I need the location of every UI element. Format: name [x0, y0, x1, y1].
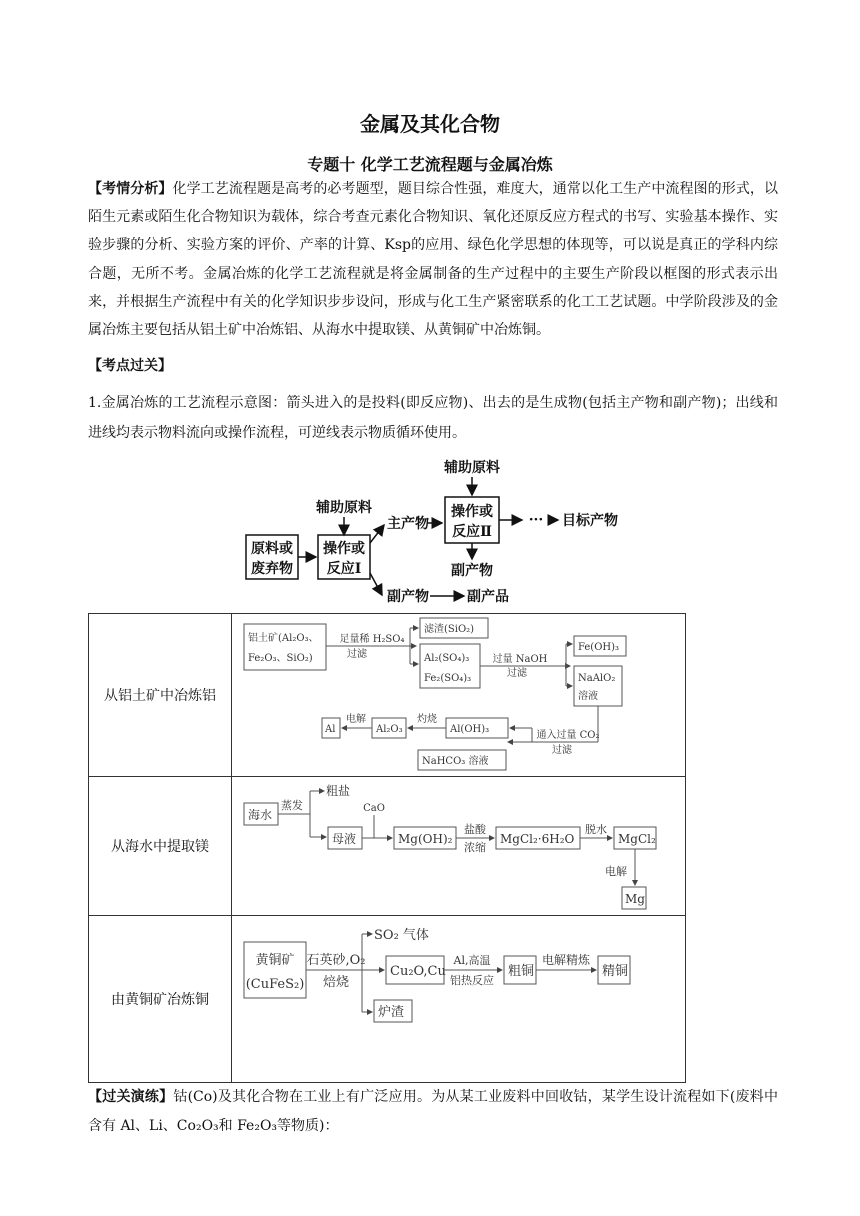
aluminum-flow — [232, 614, 685, 776]
table-row — [89, 916, 685, 1082]
mg-crude-salt: 粗盐 — [326, 784, 351, 798]
practice-paragraph — [88, 1083, 778, 1141]
main-product: 主产物 — [387, 516, 429, 532]
mg-mgcl2-hydrate: MgCl₂·6H₂O — [500, 832, 575, 846]
practice-text: 钴(Co)及其化合物在工业上有广泛应用。为从某工业废料中回收钴，某学生设计流程如下(废料中含有 Al、Li、Co₂O₃和 Fe₂O₃等物质)： — [88, 1089, 778, 1134]
copper-flow — [232, 916, 685, 1082]
point-1-text: 1.金属冶炼的工艺流程示意图：箭头进入的是投料(即反应物)、出去的是生成物(包括主产物和副产物)；出线和进线均表示物料流向或操作流程，可逆线表示物质循环使用。 — [88, 395, 778, 441]
al-nahco3: NaHCO₃ 溶液 — [422, 756, 489, 767]
analysis-text: 化学工艺流程题是高考的必考题型，题目综合性强，难度大，通常以化工生产中流程图的形式，以陌生元素或陌生化合物知识为载体，综合考查元素化合物知识、氧化还原反应方程式的书写、实验基本操作、实验步骤的分析、实验方案的评价、产率的计算、Ksp的应用、绿色化学思想的体现等，可以说是真正的学科内综合题，无所不考。金属冶炼的化学工艺流程就是将金属制备的生产过程中的主要生产阶段以框图的形式表示出来，并根据生产流程中有关的化学知识步步设问，形成与化工生产紧密联系的化工工艺试题。中学阶段涉及的金属冶炼主要包括从铝土矿中冶炼铝、从海水中提取镁、从黄铜矿中冶炼铜。 — [88, 181, 778, 339]
al-step3-op: 过滤 — [552, 745, 572, 756]
al-step2-op: 过滤 — [507, 668, 527, 679]
aux-material-1: 辅助原料 — [316, 500, 372, 516]
al-electrolysis: 电解 — [346, 714, 366, 725]
al-calcine: 灼烧 — [417, 714, 437, 725]
points-heading: 【考点过关】 — [88, 358, 172, 374]
al-naalo2: NaAlO₂ — [578, 673, 616, 684]
mg-mother-liquor: 母液 — [332, 832, 357, 846]
target-product: 目标产物 — [562, 513, 618, 529]
mg-evaporate: 蒸发 — [281, 799, 303, 812]
al-step3-reagent: 通入过量 CO₂ — [536, 730, 600, 741]
aux-material-2: 辅助原料 — [444, 460, 500, 476]
cu-step1-op: 焙烧 — [322, 975, 350, 990]
table-row — [89, 777, 685, 916]
analysis-label: 【考情分析】 — [88, 181, 173, 197]
by-result: 副产品 — [467, 589, 509, 605]
metallurgy-table — [88, 613, 686, 1083]
al-aloh3: Al(OH)₃ — [450, 724, 490, 735]
cu-step3: 电解精炼 — [541, 953, 591, 967]
mg-dehydrate: 脱水 — [585, 823, 607, 836]
row-label-aluminum: 从铝土矿中冶炼铝 — [89, 614, 232, 776]
practice-label: 【过关演练】 — [88, 1089, 174, 1105]
cu-step2-op: 铝热反应 — [450, 974, 494, 987]
mg-electrolysis: 电解 — [605, 865, 627, 878]
al-solution-1: Al₂(SO₄)₃ — [424, 653, 470, 664]
section-title: 专题十 化学工艺流程题与金属冶炼 — [307, 155, 553, 174]
mg-product: Mg — [625, 892, 645, 906]
cu-step2-reagent: Al,高温 — [453, 954, 491, 967]
table-row — [89, 614, 685, 777]
al-naalo2-solution: 溶液 — [578, 691, 598, 702]
raw-line2: 废弃物 — [251, 561, 293, 577]
al-step1-op: 过滤 — [347, 649, 367, 660]
al-al2o3: Al₂O₃ — [376, 724, 403, 735]
al-solution-2: Fe₂(SO₄)₃ — [424, 673, 472, 684]
cu-fine-copper: 精铜 — [602, 964, 629, 979]
magnesium-flow — [232, 777, 685, 915]
by-product-1: 副产物 — [387, 589, 429, 605]
cu-step1-reagent: 石英砂,O₂ — [306, 953, 366, 968]
op1-line2: 反应Ⅰ — [326, 561, 362, 577]
op2-line2: 反应Ⅱ — [452, 524, 492, 540]
al-ore-line2: Fe₂O₃、SiO₂) — [248, 653, 313, 664]
al-step2-reagent: 过量 NaOH — [492, 654, 548, 665]
row-label-copper: 由黄铜矿冶炼铜 — [89, 916, 232, 1082]
mg-cao: CaO — [363, 803, 385, 814]
mg-mgcl2: MgCl₂ — [618, 832, 656, 846]
al-step1-reagent: 足量稀 H₂SO₄ — [339, 634, 405, 645]
mg-hcl: 盐酸 — [464, 823, 486, 836]
flow-dots: ··· — [528, 512, 544, 528]
op2-line1: 操作或 — [451, 504, 493, 520]
cu-cu2o: Cu₂O,Cu — [390, 964, 446, 979]
cu-so2-gas: SO₂ 气体 — [374, 928, 429, 943]
al-ore-line1: 铝土矿(Al₂O₃、 — [248, 633, 319, 644]
cu-slag: 炉渣 — [378, 1005, 405, 1020]
cu-crude-copper: 粗铜 — [508, 964, 535, 979]
row-label-magnesium: 从海水中提取镁 — [89, 777, 232, 915]
op1-line1: 操作或 — [323, 541, 365, 557]
by-product-2: 副产物 — [451, 563, 493, 579]
mg-concentrate: 浓缩 — [464, 841, 486, 854]
al-product: Al — [325, 724, 336, 735]
al-feoh3: Fe(OH)₃ — [578, 642, 620, 653]
al-residue: 滤渣(SiO₂) — [424, 624, 475, 635]
mg-seawater: 海水 — [248, 808, 273, 822]
cu-ore-line1: 黄铜矿 — [255, 953, 295, 968]
page-title: 金属及其化合物 — [360, 112, 500, 136]
analysis-paragraph — [88, 175, 778, 344]
general-flow-diagram — [240, 455, 640, 613]
cu-ore-line2: (CuFeS₂) — [245, 977, 305, 992]
raw-line1: 原料或 — [251, 541, 293, 557]
mg-mgoh2: Mg(OH)₂ — [398, 832, 453, 846]
